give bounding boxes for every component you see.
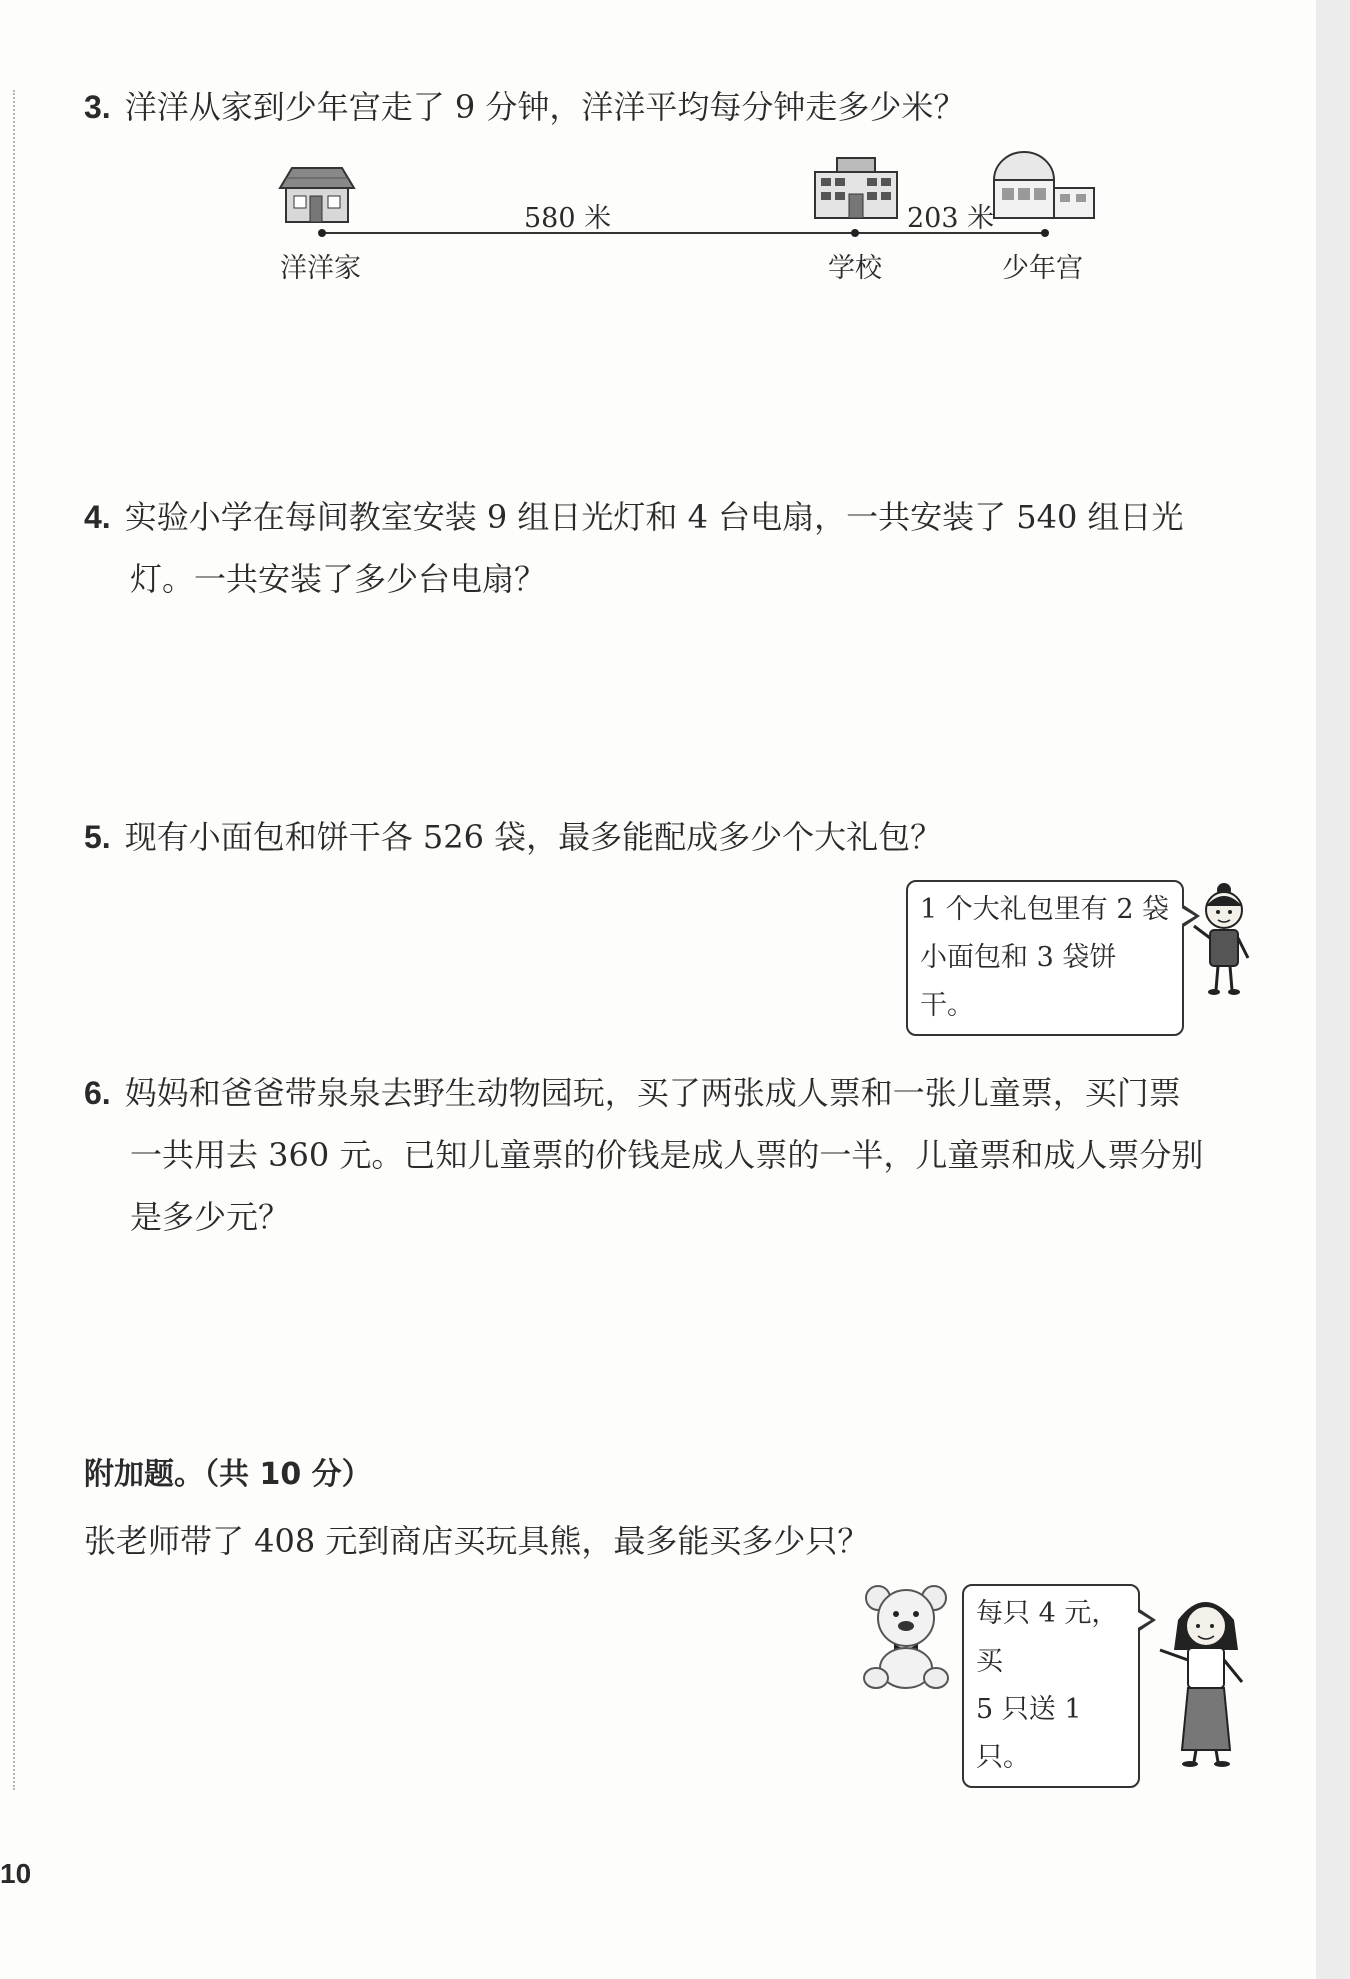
question-text: 现有小面包和饼干各 526 袋，最多能配成多少个大礼包？ bbox=[124, 818, 943, 856]
bubble-line-1: 每只 4 元，买 bbox=[976, 1598, 1119, 1677]
segment-1-label: 580 米 bbox=[524, 203, 612, 234]
bubble-line-1: 1 个大礼包里有 2 袋 bbox=[920, 894, 1170, 925]
bubble-line-2: 5 只送 1 只。 bbox=[976, 1694, 1082, 1773]
question-6 bbox=[84, 1062, 1203, 1248]
question-text-line-1: 实验小学在每间教室安装 9 组日光灯和 4 台电扇，一共安装了 540 组日光 bbox=[124, 498, 1184, 536]
home-point bbox=[318, 229, 326, 237]
question-5 bbox=[84, 806, 942, 868]
school-point bbox=[851, 229, 859, 237]
speech-bubble-gift bbox=[906, 880, 1184, 1036]
teacher-illustration bbox=[1150, 1590, 1260, 1770]
youth-palace-icon bbox=[994, 152, 1094, 218]
palace-point bbox=[1041, 229, 1049, 237]
house-icon bbox=[280, 168, 354, 222]
question-text-line-3: 是多少元？ bbox=[130, 1198, 291, 1236]
question-number: 5. bbox=[84, 819, 111, 855]
page-number: 10 bbox=[0, 1858, 32, 1889]
distance-diagram bbox=[0, 150, 1316, 450]
question-text-line-2: 灯。一共安装了多少台电扇？ bbox=[130, 560, 547, 598]
teddy-bear-illustration bbox=[856, 1582, 956, 1692]
question-text-line-2: 一共用去 360 元。已知儿童票的价钱是成人票的一半，儿童票和成人票分别 bbox=[130, 1136, 1204, 1174]
bonus-question-text: 张老师带了 408 元到商店买玩具熊，最多能买多少只？ bbox=[84, 1522, 870, 1560]
question-3 bbox=[84, 76, 965, 138]
segment-2-label: 203 米 bbox=[907, 203, 995, 234]
school-label: 学校 bbox=[828, 253, 882, 284]
palace-label: 少年宫 bbox=[1002, 253, 1083, 284]
question-number: 4. bbox=[84, 499, 111, 535]
question-text: 洋洋从家到少年宫走了 9 分钟，洋洋平均每分钟走多少米？ bbox=[124, 88, 966, 126]
question-number: 3. bbox=[84, 89, 111, 125]
bonus-title: 附加题。（共 10 分） bbox=[84, 1457, 372, 1492]
question-number: 6. bbox=[84, 1075, 111, 1111]
question-4 bbox=[84, 486, 1184, 610]
home-label: 洋洋家 bbox=[280, 253, 361, 284]
bubble-line-2: 小面包和 3 袋饼干。 bbox=[920, 942, 1117, 1021]
question-text-line-1: 妈妈和爸爸带泉泉去野生动物园玩，买了两张成人票和一张儿童票，买门票 bbox=[124, 1074, 1181, 1112]
school-icon bbox=[815, 158, 897, 218]
speech-bubble-price bbox=[962, 1584, 1140, 1788]
girl-illustration bbox=[1188, 880, 1258, 1000]
